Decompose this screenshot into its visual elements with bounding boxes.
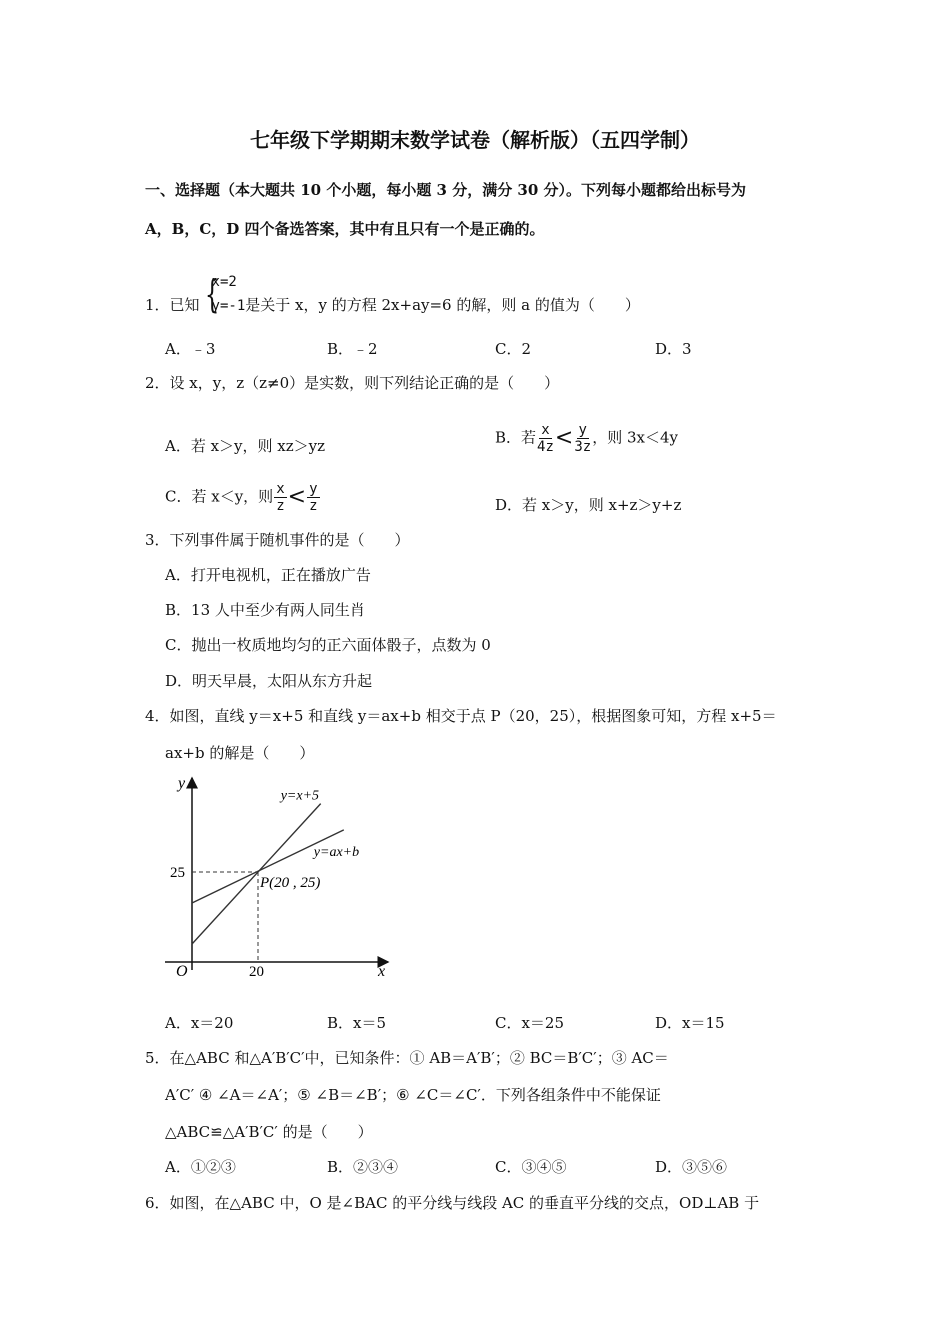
q1-option-c: C．2 [495, 340, 532, 358]
question-5-line1: 5．在△ABC 和△A′B′C′中，已知条件：① AB＝A′B′；② BC＝B′C′；③ AC＝ [145, 1049, 669, 1067]
question-4-line1: 4．如图，直线 y＝x+5 和直线 y＝ax+b 相交于点 P（20，25），根据图象可知，方程 x+5＝ [145, 707, 777, 725]
question-3: 3．下列事件属于随机事件的是（ ） [145, 531, 410, 549]
fraction [537, 422, 554, 455]
series-label-1: y=x+5 [280, 788, 320, 804]
q4-option-b: B．x＝5 [327, 1014, 387, 1032]
series-line-1 [192, 804, 321, 944]
less-than: < [554, 425, 574, 451]
q3-option-d: D．明天早晨，太阳从东方升起 [165, 672, 373, 690]
q4-option-d: D．x＝15 [655, 1014, 725, 1032]
q1-option-a: A．﹣3 [165, 340, 216, 358]
q4-option-a: A．x＝20 [165, 1014, 234, 1032]
q3-option-a: A．打开电视机，正在播放广告 [165, 566, 371, 584]
line-intersection-graph [160, 770, 400, 980]
origin-label: O [176, 963, 188, 980]
series-line-2 [192, 830, 344, 903]
q5-option-a: A．①②③ [165, 1158, 236, 1176]
fraction [307, 481, 319, 514]
y-axis-label: y [178, 775, 186, 792]
question-5-line3: △ABC≌△A′B′C′ 的是（ ） [165, 1123, 373, 1141]
q1-option-b: B．﹣2 [327, 340, 378, 358]
less-than: < [287, 484, 307, 510]
question-6-line1: 6．如图，在△ABC 中，O 是∠BAC 的平分线与线段 AC 的垂直平分线的交点，OD⊥AB 于 [145, 1194, 760, 1212]
q1-prefix: 1．已知 [145, 296, 200, 314]
x-axis-label: x [378, 963, 386, 980]
q3-option-c: C．抛出一枚质地均匀的正六面体骰子，点数为 0 [165, 636, 491, 654]
q2-option-d: D．若 x＞y，则 x+z＞y+z [495, 496, 682, 514]
option-b-suffix: ，则 3x＜4y [592, 428, 678, 447]
question-2: 2．设 x，y，z（z≠0）是实数，则下列结论正确的是（ ） [145, 374, 560, 392]
q2-option-b [495, 422, 678, 455]
section-heading-line2: A，B，C，D 四个备选答案，其中有且只有一个是正确的。 [145, 220, 545, 238]
equation-system [200, 270, 246, 318]
question-5-line2: A′C′ ④ ∠A＝∠A′；⑤ ∠B＝∠B′；⑥ ∠C＝∠C′．下列各组条件中不能保证 [165, 1086, 661, 1104]
system-eq-x: { x=2 [211, 274, 237, 290]
x-tick-label: 20 [249, 964, 264, 980]
q5-option-d: D．③⑤⑥ [655, 1158, 728, 1176]
denominator: 3z [574, 439, 592, 455]
option-c-prefix: C．若 x＜y，则 [165, 487, 274, 506]
fraction [274, 481, 286, 514]
numerator: x [276, 481, 285, 497]
numerator: y [578, 422, 587, 438]
page-title: 七年级下学期期末数学试卷（解析版）（五四学制） [250, 128, 700, 152]
q5-option-c: C．③④⑤ [495, 1158, 567, 1176]
question-1 [145, 274, 640, 318]
q5-option-b: B．②③④ [327, 1158, 399, 1176]
option-b-prefix: B．若 [495, 428, 537, 447]
denominator: 4z [537, 439, 554, 455]
denominator: z [276, 498, 285, 514]
q1-option-d: D．3 [655, 340, 692, 358]
q4-option-c: C．x＝25 [495, 1014, 565, 1032]
numerator: x [541, 422, 550, 438]
q3-option-b: B．13 人中至少有两人同生肖 [165, 601, 365, 619]
section-heading-line1: 一、选择题（本大题共 10 个小题，每小题 3 分，满分 30 分）。下列每小题都给出标号为 [145, 181, 747, 199]
fraction [574, 422, 591, 455]
denominator: z [309, 498, 318, 514]
point-p-label: P(20 , 25) [260, 875, 321, 891]
series-label-2: y=ax+b [313, 844, 360, 860]
numerator: y [309, 481, 318, 497]
q1-suffix: 是关于 x，y 的方程 2x+ay=6 的解，则 a 的值为（ ） [245, 296, 640, 314]
q2-option-a: A．若 x＞y，则 xz＞yz [165, 437, 326, 455]
q2-option-c [165, 481, 321, 514]
y-tick-label: 25 [170, 865, 185, 881]
question-4-line2: ax+b 的解是（ ） [165, 744, 315, 762]
system-eq-y: y=-1 [211, 298, 246, 314]
